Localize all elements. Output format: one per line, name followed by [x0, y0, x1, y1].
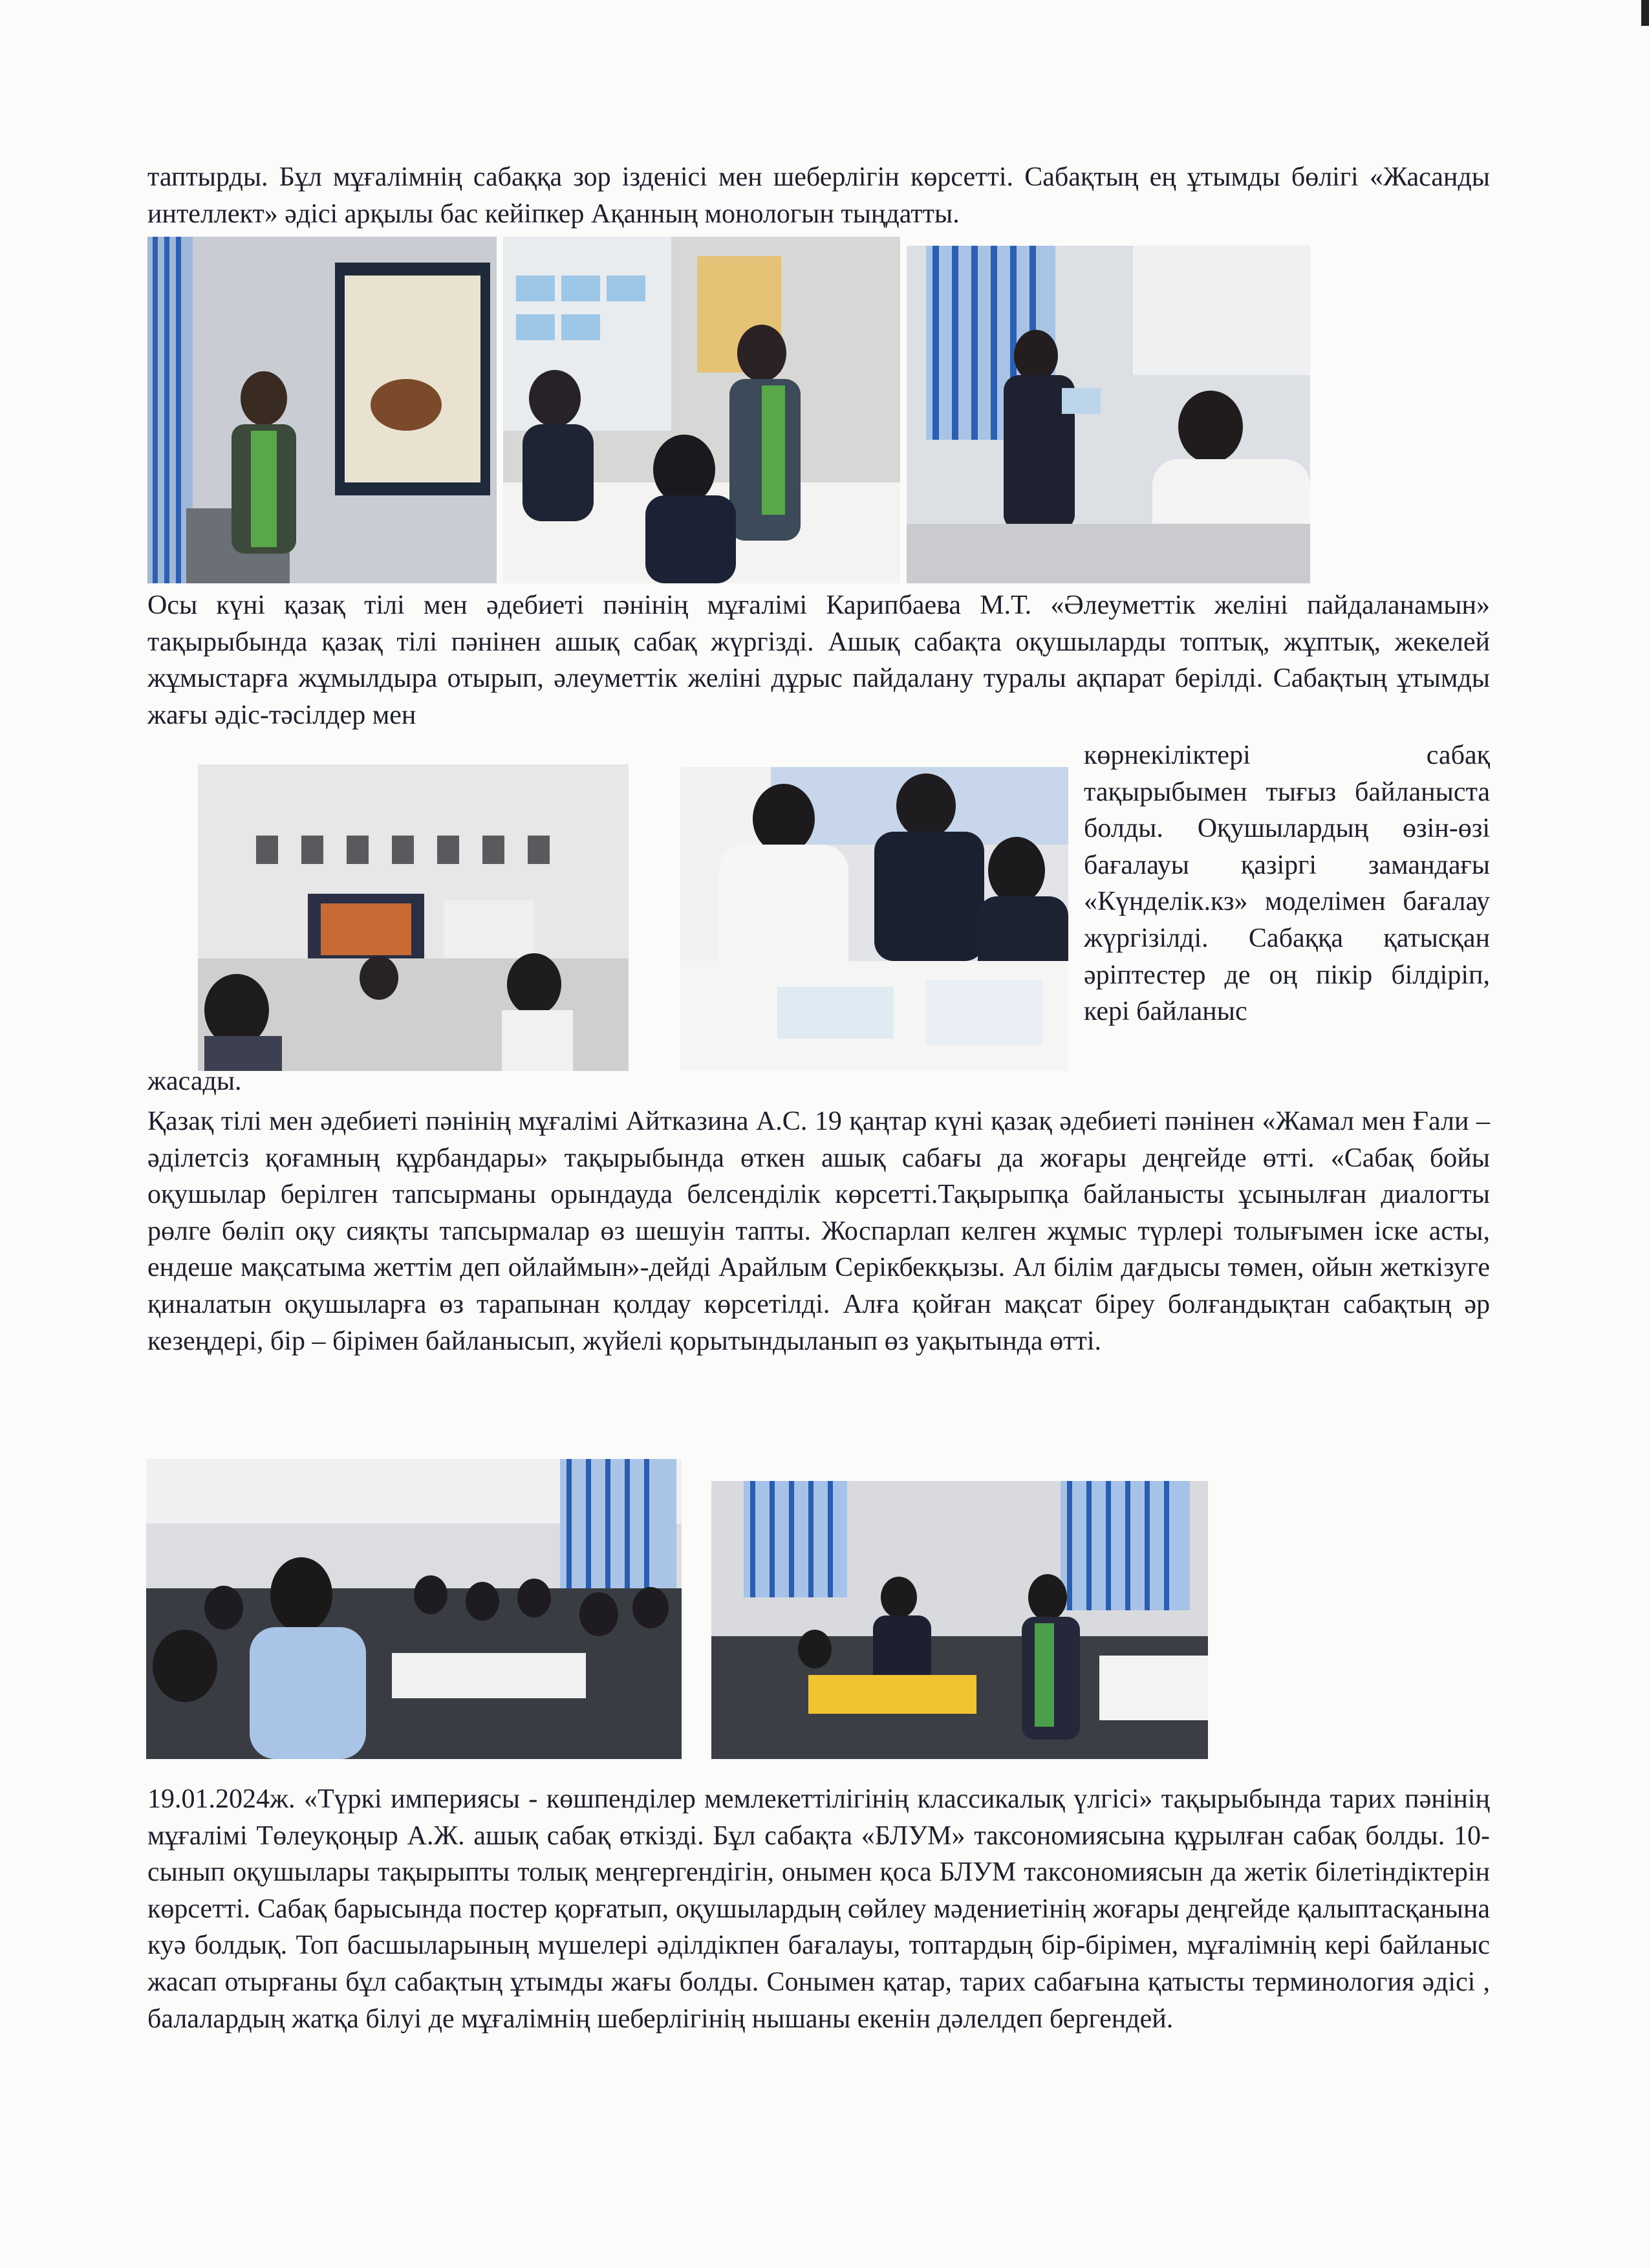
paragraph-3: Қазақ тілі мен әдебиеті пәнінің мұғалімі Айтказина А.С. 19 қаңтар күні қазақ әдебиеті пәнінен «Жамал мен Ғали – әділетсіз қоғамның құрбандары» тақырыбында өткен ашық сабағы да жоғары деңгейде өтті. «Сабақ бойы оқушылар берілген тапсырманы орындауда белсенділік көрсетті.Тақырыпқа байланысты ұсынылған диалогты рөлге бөліп оқу сияқты тапсырмалар өз шешуін тапты. Жоспарлап келген жұмыс түрлері толығымен іске асты, ендеше мақсатыма жеттім деп ойлаймын»-дейді Арайлым Серікбекқызы. Ал білім дағдысы төмен, ойын жеткізуге қиналатын оқушыларға өз тарапынан қолдау көрсетілді. Алға қойған мақсат біреу болғандықтан сабақтың әр кезеңдері, бір – бірімен байланысып, жүйелі қорытындыланып өз уақытында өтті. [147, 1107, 1490, 1356]
photo-students-working [680, 767, 1068, 1071]
paragraph-2-side-text: көрнекіліктері сабақ тақырыбымен тығыз байланыста болды. Оқушылардың өзін-өзі бағалауы қазіргі замандағы «Күнделік.кз» моделімен бағалау жүргізілді. Сабаққа қатысқан әріптестер де оң пікір білдіріп, кері байланыс [1084, 740, 1490, 1027]
paragraph-1: таптырды. Бұл мұғалімнің сабаққа зор ізденісі мен шеберлігін көрсетті. Сабақтың ең ұтымды бөлігі «Жасанды интеллект» әдісі арқылы бас кейіпкер Ақанның монологын тыңдатты. [147, 162, 1490, 229]
paragraph-4: 19.01.2024ж. «Түркі империясы - көшпенділер мемлекеттілігінің классикалық үлгісі» тақырыбында тарих пәнінің мұғалімі Төлеуқоңыр А.Ж. ашық сабақ өткізді. Бұл сабақта «БЛУМ» таксономиясына құрылған сабақ болды. 10-сынып оқушылары тақырыпты толық меңгергендігін, онымен қоса БЛУМ таксономиясын да жетік білетіндіктерін көрсетті. Сабақ барысында постер қорғатып, оқушылардың сөйлеу мәдениетінің жоғары деңгейде қалыптасқанына куә болдық. Топ басшыларының мүшелері әділдікпен бағалауы, топтардың бір-бірімен, мұғалімнің кері байланыс жасап отырғаны бұл сабақтың ұтымды жағы болды. Сонымен қатар, тарих сабағына қатысты терминология әдісі , балалардың жатқа білуі де мұғалімнің шеберлігінің нышаны екенін дәлелдеп бергендей. [147, 1784, 1490, 2034]
photo-classroom-screen [198, 764, 629, 1071]
paragraph-2-tail: жасады. [147, 1066, 242, 1096]
photo-teacher-reading [907, 246, 1310, 583]
paragraph-2: Осы күні қазақ тілі мен әдебиеті пәнінің мұғалімі Карипбаева М.Т. «Әлеуметтік желіні пайдаланамын» тақырыбында қазақ тілі пәнінен ашық сабақ жүргізді. Ашық сабақта оқушыларды топтық, жұптық, жекелей жұмыстарға жұмылдыра отырып, әлеуметтік желіні дұрыс пайдалану туралы ақпарат берілді. Сабақтың ұтымды жағы әдіс-тәсілдер мен [147, 590, 1490, 730]
page-edge [1641, 0, 1649, 26]
photo-history-class [711, 1481, 1208, 1759]
photo-teacher-at-screen [147, 237, 497, 583]
photo-classroom-group [503, 237, 900, 583]
photo-student-speaking [146, 1459, 682, 1759]
